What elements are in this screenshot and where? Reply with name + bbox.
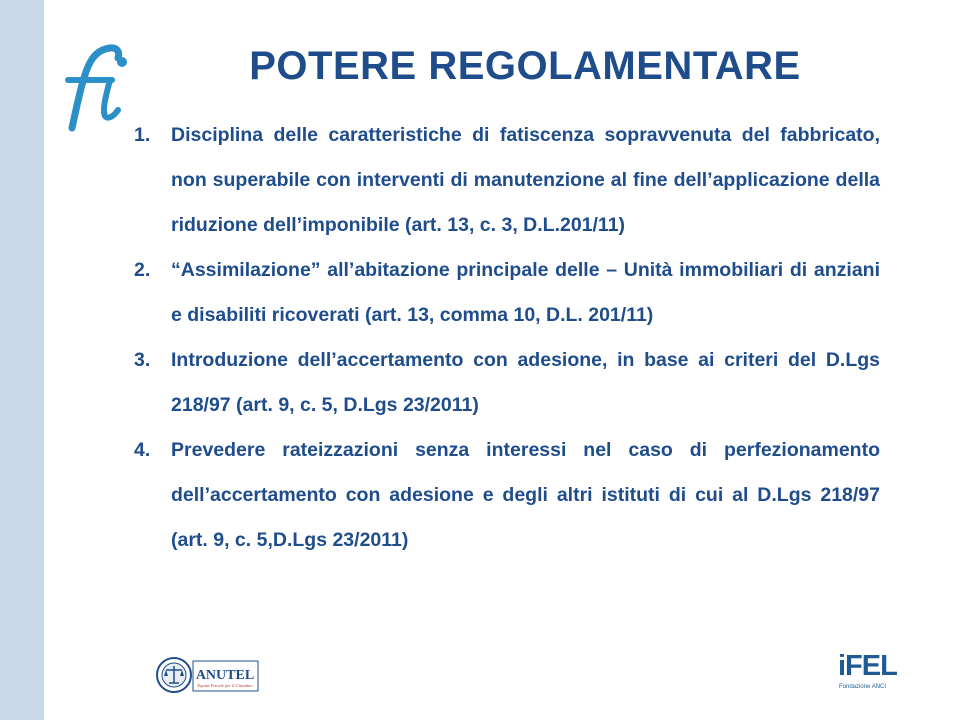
list-item <box>125 248 880 338</box>
ifel-logo-subtitle: Fondazione ANCI <box>839 684 887 690</box>
item-number: 3. <box>134 349 151 371</box>
item-number: 2. <box>134 259 151 281</box>
item-number: 1. <box>134 124 151 146</box>
ifel-logo <box>838 650 900 698</box>
regulatory-items-list <box>125 113 880 563</box>
item-text: Disciplina delle caratteristiche di fatiscenza sopravvenuta del fabbricato, non superabile con interventi di manutenzione al fine dell’applicazione della riduzione dell’imponibile (art. 13, c. 3, D.L.201/11) <box>171 124 880 236</box>
list-item <box>125 428 880 563</box>
item-text: Prevedere rateizzazioni senza interessi nel caso di perfezionamento dell’accertamento con adesione e degli altri istituti di cui al D.Lgs 218/97 (art. 9, c. 5,D.Lgs 23/2011) <box>171 439 880 551</box>
anutel-logo <box>155 655 260 695</box>
left-decorative-bar <box>0 0 44 720</box>
item-text: “Assimilazione” all’abitazione principale delle – Unità immobiliari di anziani e disabiliti ricoverati (art. 13, comma 10, D.L. 201/11) <box>171 259 880 326</box>
item-number: 4. <box>134 439 151 461</box>
list-item <box>125 113 880 248</box>
fi-logo <box>62 40 132 135</box>
slide-title: POTERE REGOLAMENTARE <box>249 44 801 88</box>
ifel-logo-text: iFEL <box>838 650 897 682</box>
list-item <box>125 338 880 428</box>
anutel-logo-text: ANUTEL <box>195 668 255 683</box>
anutel-motto: Equità Fiscale per il Cittadino <box>197 683 253 688</box>
item-text: Introduzione dell’accertamento con adesione, in base ai criteri del D.Lgs 218/97 (art. 9, c. 5, D.Lgs 23/2011) <box>171 349 880 416</box>
